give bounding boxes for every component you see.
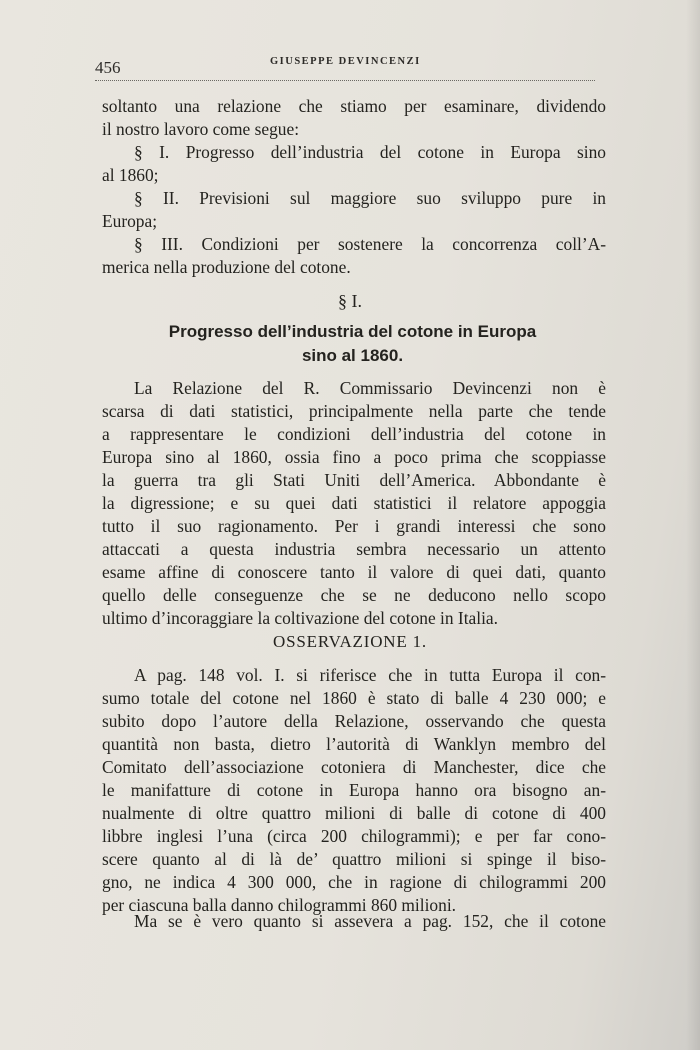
text-line: La Relazione del R. Commissario Devincenzi non è — [134, 378, 606, 398]
text-line: libbre inglesi l’una (circa 200 chilogrammi); e per far cono- — [102, 826, 606, 846]
intro-text — [102, 95, 606, 279]
text-line: il nostro lavoro come segue: — [102, 119, 300, 139]
text-line: ultimo d’incoraggiare la coltivazione del cotone in Italia. — [102, 608, 498, 628]
page-header — [95, 52, 600, 82]
running-title: GIUSEPPE DEVINCENZI — [270, 56, 421, 67]
section-mark: § I. — [338, 291, 362, 311]
header-rule — [95, 80, 595, 81]
page-number: 456 — [95, 58, 121, 77]
text-line: Comitato dell’associazione cotoniera di Manchester, dice che — [102, 757, 606, 777]
text-line: scere quanto al di là de’ quattro milioni si spinge il biso- — [102, 849, 606, 869]
text-line: quello delle conseguenze che se ne deducono nello scopo — [102, 585, 606, 605]
text-line: la guerra tra gli Stati Uniti dell’America. Abbondante è — [102, 470, 606, 490]
paragraph-3 — [102, 910, 606, 933]
text-line: A pag. 148 vol. I. si riferisce che in tutta Europa il con- — [134, 665, 606, 685]
text-line: subito dopo l’autore della Relazione, osservando che questa — [102, 711, 606, 731]
text-line: Europa; — [102, 211, 158, 231]
text-line: sumo totale del cotone nel 1860 è stato di balle 4 230 000; e — [102, 688, 606, 708]
text-line: attaccati a questa industria sembra necessario un attento — [102, 539, 606, 559]
text-line: al 1860; — [102, 165, 159, 185]
text-line: § II. Previsioni sul maggiore suo sviluppo pure in — [134, 188, 606, 208]
text-line: gno, ne indica 4 300 000, che in ragione di chilogrammi 200 — [102, 872, 606, 892]
text-line: soltanto una relazione che stiamo per esaminare, dividendo — [102, 96, 606, 116]
observation-title: OSSERVAZIONE 1. — [273, 632, 427, 651]
text-line: § I. Progresso dell’industria del cotone in Europa sino — [134, 142, 606, 162]
paragraph-2 — [102, 664, 606, 917]
paragraph-1 — [102, 377, 606, 630]
text-line: § III. Condizioni per sostenere la concorrenza coll’A- — [134, 234, 606, 254]
text-line: Ma se è vero quanto si assevera a pag. 152, che il cotone — [134, 911, 606, 931]
page-shadow-edge — [686, 0, 700, 1050]
text-line: quantità non basta, dietro l’autorità di Wanklyn membro del — [102, 734, 606, 754]
text-line: a rappresentare le condizioni dell’industria del cotone in — [102, 424, 606, 444]
text-line: per ciascuna balla danno chilogrammi 860 milioni. — [102, 895, 456, 915]
section-title — [140, 320, 565, 368]
text-line: la digressione; e su quei dati statistici il relatore appoggia — [102, 493, 606, 513]
text-line: scarsa di dati statistici, principalmente nella parte che tende — [102, 401, 606, 421]
text-line: merica nella produzione del cotone. — [102, 257, 351, 277]
text-line: tutto il suo ragionamento. Per i grandi interessi che sono — [102, 516, 606, 536]
text-line: nualmente di oltre quattro milioni di balle di cotone di 400 — [102, 803, 606, 823]
section-title-line: sino al 1860. — [301, 346, 404, 365]
text-line: esame affine di conoscere tanto il valore di quei dati, quanto — [102, 562, 606, 582]
text-line: Europa sino al 1860, ossia fino a poco prima che scoppiasse — [102, 447, 606, 467]
section-title-line: Progresso dell’industria del cotone in Europa — [168, 322, 537, 341]
text-line: le manifatture di cotone in Europa hanno ora bisogno an- — [102, 780, 606, 800]
